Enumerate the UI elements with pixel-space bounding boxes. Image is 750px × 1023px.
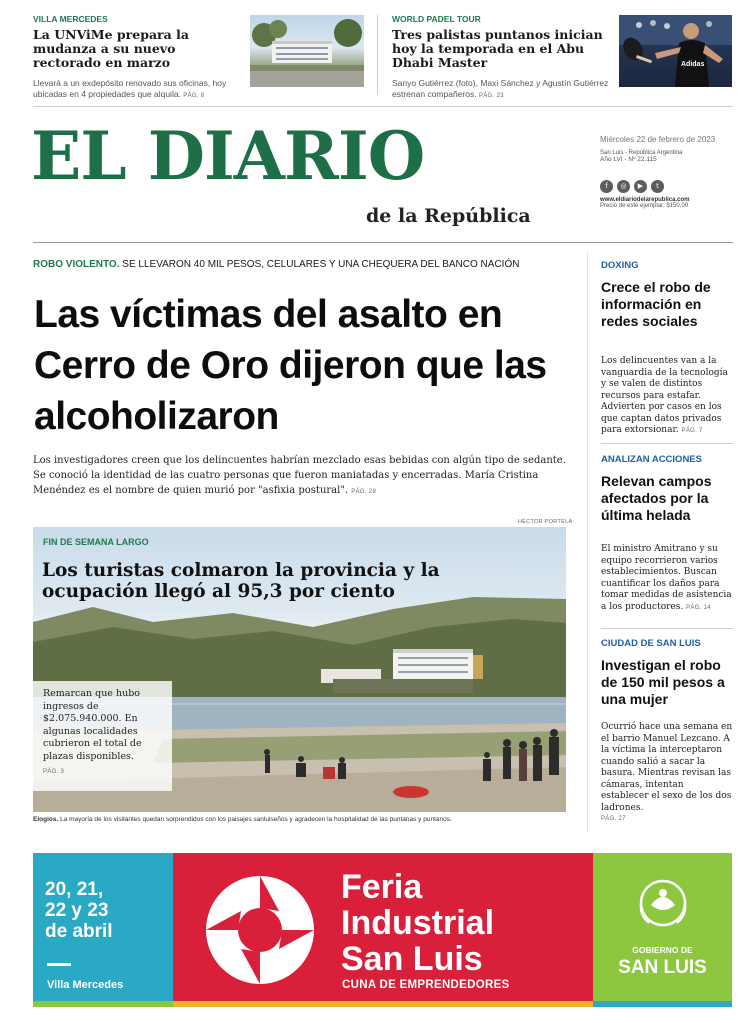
photo-caption: La mayoría de los visitantes quedan sorprendidos con los paisajes sanluiseños y agradecen la hospitalidad de las puntanas y puntanos. — [60, 816, 452, 823]
sidebar-story-1-kicker: DOXING — [601, 260, 639, 271]
masthead-website[interactable]: www.eldiariodelarepublica.com — [600, 197, 690, 203]
ad-dates-line2: 22 y 23 — [45, 900, 109, 921]
instagram-icon[interactable]: ◎ — [617, 180, 630, 193]
photo-story[interactable] — [33, 527, 566, 812]
top-story-2-photo-text: Adidas — [681, 61, 705, 68]
main-kicker-line — [33, 259, 593, 270]
top-story-1[interactable] — [33, 14, 243, 102]
top-story-2-photo — [619, 15, 732, 87]
ad-title-line1: Feria — [341, 868, 423, 906]
masthead-location: San Luis - República Argentina — [600, 150, 683, 156]
main-page: PÁG. 28 — [351, 489, 377, 495]
top-story-2-kicker: WORLD PADEL TOUR — [392, 14, 481, 24]
ad-banner[interactable] — [33, 853, 732, 1007]
sidebar-story-1[interactable] — [601, 260, 733, 438]
ad-gov-line1: GOBIERNO DE — [632, 945, 693, 955]
sidebar-story-1-headline[interactable]: Crece el robo de información en redes sociales — [601, 279, 711, 329]
sidebar-story-2[interactable] — [601, 454, 733, 614]
main-headline[interactable]: Las víctimas del asalto en Cerro de Oro dijeron que las alcoholizaron — [34, 293, 547, 438]
photo-story-headline[interactable]: Los turistas colmaron la provincia y la ocupación llegó al 95,3 por ciento — [42, 560, 440, 602]
ad-title-line3: San Luis — [341, 940, 483, 978]
ad-gov-line2: SAN LUIS — [618, 957, 707, 978]
photo-story-kicker: FIN DE SEMANA LARGO — [43, 537, 149, 547]
ad-dates-line1: 20, 21, — [45, 879, 104, 900]
main-kicker: ROBO VIOLENTO. — [33, 259, 120, 270]
facebook-icon[interactable]: f — [600, 180, 613, 193]
ad-main-panel — [173, 853, 593, 1007]
ad-tagline: CUNA DE EMPRENDEDORES — [342, 979, 510, 991]
masthead-edition: Año LVI - Nº 22.115 — [600, 156, 657, 163]
twitter-icon[interactable]: t — [651, 180, 664, 193]
youtube-icon[interactable]: ▶ — [634, 180, 647, 193]
sidebar-story-2-kicker: ANALIZAN ACCIONES — [601, 454, 702, 465]
photo-story-box-page: PÁG. 3 — [43, 769, 65, 775]
top-story-1-kicker: VILLA MERCEDES — [33, 14, 108, 24]
photo-caption-label: Elogios. — [33, 816, 59, 823]
gov-seal-icon — [635, 875, 691, 931]
photo-story-box-text: Remarcan que hubo ingresos de $2.075.940.000. En algunas localidades cubrieron el total de plazas disponibles. — [43, 688, 142, 762]
top-story-1-photo — [250, 15, 364, 87]
ad-dates-line3: de abril — [45, 921, 113, 942]
sidebar-story-3[interactable] — [601, 638, 733, 826]
top-story-1-headline[interactable]: La UNViMe prepara la mudanza a su nuevo rectorado en marzo — [33, 27, 189, 70]
sidebar-story-2-body: El ministro Amitrano y su equipo recorrieron varios establecimientos. Buscan cuantificar los daños para tomar medidas de asistencia a los productores. — [601, 544, 732, 612]
main-kicker-text: SE LLEVARON 40 MIL PESOS, CELULARES Y UNA CHEQUERA DEL BANCO NACIÓN — [122, 259, 520, 270]
photo-story-box — [33, 681, 172, 791]
sidebar-story-3-page: PÁG. 27 — [601, 816, 626, 822]
photo-credit: HÉCTOR PORTELA — [518, 519, 573, 525]
ad-place: Villa Mercedes — [47, 979, 124, 991]
top-story-1-summary: Llevará a un exdepósito renovado sus oficinas, hoy ubicadas en 4 propiedades que alquila. — [33, 78, 227, 99]
sidebar-story-2-headline[interactable]: Relevan campos afectados por la última helada — [601, 473, 712, 523]
ad-gov-panel — [593, 853, 732, 1007]
sidebar-story-3-kicker: CIUDAD DE SAN LUIS — [601, 638, 701, 649]
top-story-2-summary: Sanyo Gutiérrez (foto), Maxi Sánchez y Agustín Gutiérrez estrenan compañeros. — [392, 78, 609, 99]
sidebar-story-1-body: Los delincuentes van a la vanguardia de la tecnología y se valen de distintos recursos para estafar. Advierten por casos en los que captan datos privados para extorsionar. — [601, 356, 728, 435]
sidebar-story-3-body: Ocurrió hace una semana en el barrio Manuel Lezcano. A la víctima la interceptaron cuando salió a sacar la basura. Mientras revisan las cámaras, intentan establecer el sexo de los dos ladrones. — [601, 722, 733, 813]
ad-dates-panel — [33, 853, 173, 1007]
ad-title-line2: Industrial — [341, 904, 495, 942]
masthead-title: EL DIARIO — [31, 117, 425, 195]
top-story-1-page: PÁG. 8 — [183, 93, 205, 99]
top-story-2-page: PÁG. 23 — [478, 93, 504, 99]
masthead-info — [600, 135, 735, 209]
top-story-2[interactable] — [392, 14, 610, 102]
sidebar-story-2-page: PÁG. 14 — [686, 604, 711, 611]
top-story-2-headline[interactable]: Tres palistas puntanos inician hoy la temporada en el Abu Dhabi Master — [392, 27, 603, 70]
main-body: Los investigadores creen que los delincuentes habrían mezclado esas bebidas con algún tipo de sedante. Se conoció la identidad de las cuatro personas que fueron maniatadas y encerradas. María Cristina Menéndez es el nombre de quien murió por "asfixia postural". — [33, 455, 566, 496]
sidebar-story-1-page: PÁG. 7 — [681, 428, 703, 434]
ad-logo-icon — [201, 871, 319, 989]
sidebar-story-3-headline[interactable]: Investigan el robo de 150 mil pesos a una mujer — [601, 657, 725, 707]
masthead-price: Precio de este ejemplar: $150,00 — [600, 203, 689, 209]
masthead-date: Miércoles 22 de febrero de 2023 — [600, 135, 716, 144]
masthead-subtitle: de la República — [366, 205, 531, 227]
social-icons — [600, 175, 735, 193]
